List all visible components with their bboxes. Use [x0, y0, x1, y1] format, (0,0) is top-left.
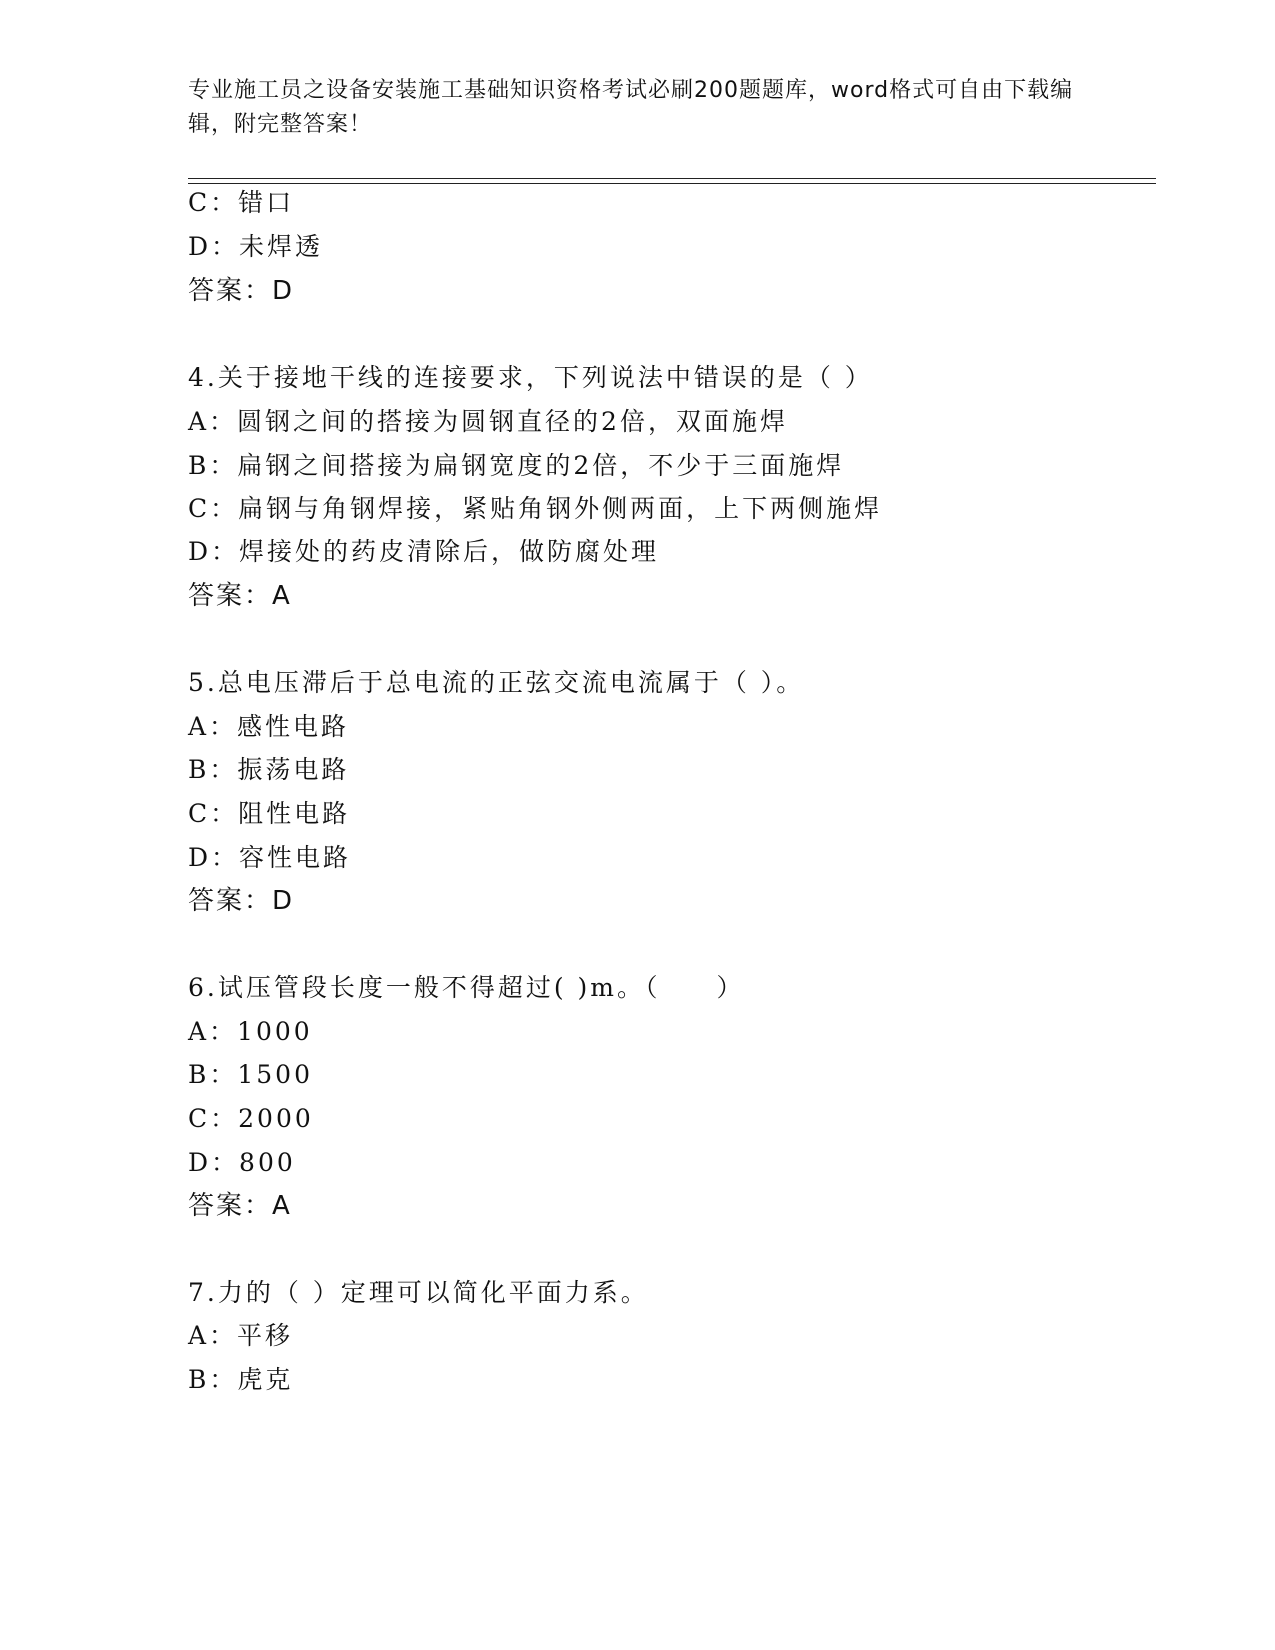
q4-option-c: C：扁钢与角钢焊接，紧贴角钢外侧两面，上下两侧施焊 — [188, 494, 883, 523]
q6-option-d: D：800 — [188, 1148, 296, 1177]
header-rule-bottom — [188, 183, 1156, 184]
q4-option-b: B：扁钢之间搭接为扁钢宽度的2倍，不少于三面施焊 — [188, 451, 845, 480]
q5-option-b: B：振荡电路 — [188, 755, 350, 784]
q6-stem: 6.试压管段长度一般不得超过( )m。（ ） — [188, 973, 745, 1002]
q6-option-c: C：2000 — [188, 1104, 314, 1133]
q6-option-a: A：1000 — [188, 1017, 313, 1046]
q5-option-c: C：阻性电路 — [188, 799, 351, 828]
q6-answer: 答案：A — [188, 1191, 292, 1221]
q4-option-a: A：圆钢之间的搭接为圆钢直径的2倍，双面施焊 — [188, 407, 788, 436]
q6-option-b: B：1500 — [188, 1060, 313, 1089]
header-rule-top — [188, 178, 1156, 179]
q5-stem: 5.总电压滞后于总电流的正弦交流电流属于（ ）。 — [188, 668, 805, 697]
q4-option-d: D：焊接处的药皮清除后，做防腐处理 — [188, 537, 660, 566]
q7-option-b: B：虎克 — [188, 1365, 294, 1394]
q5-option-a: A：感性电路 — [188, 712, 350, 741]
q5-option-d: D：容性电路 — [188, 843, 352, 872]
page-header: 专业施工员之设备安装施工基础知识资格考试必刷200题题库，word格式可自由下载编辑，附完整答案！ — [188, 78, 1074, 137]
q7-stem: 7.力的（ ）定理可以简化平面力系。 — [188, 1278, 649, 1307]
q7-option-a: A：平移 — [188, 1321, 294, 1350]
q3-option-d: D：未焊透 — [188, 232, 324, 261]
q3-option-c: C：错口 — [188, 188, 295, 217]
q4-stem: 4.关于接地干线的连接要求，下列说法中错误的是（ ） — [188, 363, 873, 392]
q4-answer: 答案：A — [188, 581, 292, 611]
q5-answer: 答案：D — [188, 886, 295, 916]
q3-answer: 答案：D — [188, 276, 295, 306]
